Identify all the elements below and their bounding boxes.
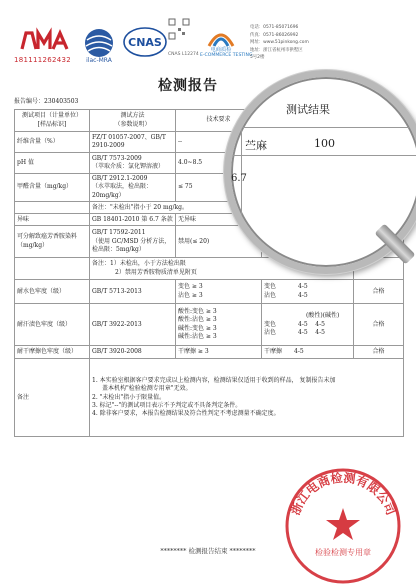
result-cell [262, 280, 354, 304]
cnas-code: CNAS L12274 [168, 52, 199, 57]
method-cell: GB/T 3922-2013 [90, 304, 176, 346]
method-param: （萃取介质：氯化钾溶液） [92, 163, 165, 170]
contact-line: 5号2楼 [250, 55, 265, 61]
item-cell: 异味 [15, 214, 90, 226]
note-cell: 备注："未检出"指小于 20 mg/kg。 [90, 202, 354, 214]
report-number: 报告编号：230403503 [14, 98, 79, 105]
result-label: 变色 [264, 320, 277, 328]
result-value: 4-5 [298, 291, 308, 299]
item-cell: 耐水色牢度（级） [15, 280, 90, 304]
magnified-fiber-name: 苎麻 [245, 139, 267, 152]
table-row [15, 280, 404, 304]
ext-sublabel: E-COMMERCE TESTING [200, 53, 253, 58]
judge-cell: 合格 [354, 280, 404, 304]
report-end-line: ******** 检测报告结束 ******** [160, 547, 256, 555]
contact-info [250, 24, 309, 62]
seal-inner-text: 检验检测专用章 [315, 548, 371, 557]
judge-cell: 合格 [354, 304, 404, 346]
contact-line: 网址：www.51pinkong.com [250, 40, 309, 46]
result-line [264, 283, 351, 291]
result-cell [262, 304, 354, 346]
result-value: 4-5 [298, 283, 308, 291]
notes-label: 备注 [15, 359, 90, 437]
req-line: 碱性:沾色 ≥ 3 [178, 333, 217, 341]
note-line: 3. 标记"--"的测试项目表示不予判定或不具备判定条件。 [92, 401, 242, 409]
req-line: 碱性:变色 ≥ 3 [178, 324, 217, 332]
header-item-sub: [样品标识] [37, 120, 67, 128]
ilac-mra-logo [80, 26, 118, 64]
method-cell: FZ/T 01057-2007、GB/T 2910-2009 [90, 132, 176, 153]
method-cell [90, 153, 176, 174]
result-label: 沾色 [264, 291, 277, 299]
contact-line: 地址：浙江省杭州市拱墅区 [250, 47, 303, 53]
result-line [264, 321, 351, 329]
cnas-label: CNAS [128, 36, 162, 49]
contact-line: 电话：0571-85071696 [250, 25, 299, 30]
notes-row [15, 359, 404, 437]
cma-logo [18, 27, 70, 55]
header-req-label: 技术要求 [206, 116, 231, 124]
result-value: 4-5 [294, 348, 304, 356]
note-spacer [15, 258, 90, 280]
header-item-label: 测试项目（计量单位） [21, 112, 82, 120]
result-value: 4-5 4-5 [298, 320, 325, 328]
note-line: 盖本机构"检验检测专用章"无效。 [102, 385, 192, 393]
method-cell [90, 226, 176, 258]
item-cell: 耐干摩擦色牢度（级） [15, 346, 90, 359]
result-label: 变色 [264, 283, 277, 291]
magnified-fiber-value: 100 [314, 137, 335, 150]
note-line: 备注：1）未检出，小于方法检出限 [92, 260, 186, 268]
result-cell [262, 346, 354, 359]
notes-cell [90, 359, 404, 437]
result-label: 沾色 [264, 328, 277, 336]
result-head: (酸性)(碱性) [306, 312, 340, 320]
note-line: 2. "未检出"指小于限量值。 [92, 393, 166, 401]
item-cell: pH 值 [15, 153, 90, 174]
lens-divider [231, 127, 416, 128]
official-seal-stamp [275, 456, 411, 586]
ecommerce-testing-logo [205, 26, 237, 52]
method-param: （使用 GC/MSD 分析方法，检出限：5mg/kg） [92, 237, 171, 253]
header-method [90, 110, 176, 132]
result-line [264, 329, 351, 337]
ilac-label: ilac-MRA [86, 57, 112, 64]
result-line [264, 292, 351, 300]
req-line: 酸性:沾色 ≥ 3 [178, 316, 217, 324]
item-cell: 纤维含量（%） [15, 132, 90, 153]
req-cell [176, 304, 262, 346]
table-row [15, 304, 404, 346]
magnified-header [286, 101, 330, 117]
note-line: 2）禁用芳香胺物质清单见附页 [115, 268, 197, 276]
req-cell: ≤ 75 [176, 174, 262, 202]
method-std: GB/T 7573-2009 [92, 154, 142, 162]
seal-outer-text: 浙江电商检测有限公司 [288, 470, 398, 518]
ext-label: 电商质检 [210, 47, 232, 52]
cma-number: 181111262432 [14, 56, 72, 64]
note-spacer [15, 202, 90, 214]
req-cell: 禁用(≤ 20) [176, 226, 262, 258]
lens-divider [241, 77, 242, 267]
method-std: GB/T 17592-2011 [92, 229, 146, 237]
header-method-label: 测试方法 [120, 112, 145, 120]
header-item [15, 110, 90, 132]
method-cell: GB 18401-2010 第 6.7 条款 [90, 214, 176, 226]
note-line: 1. 本实验室根据客户要求完成以上检测内容，检测结果仅适用于收到的样品， 复制报告未加 [92, 376, 336, 384]
magnified-ph-value: 6.7 [231, 173, 247, 184]
table-row [15, 346, 404, 359]
note-line: 4. 除非客户要求，本报告检测结果及符合性判定不考虑测量不确定度。 [92, 410, 280, 418]
report-title: 检测报告 [158, 78, 218, 94]
item-cell: 甲醛含量（mg/kg） [15, 174, 90, 202]
req-line: 变色 ≥ 3 [178, 283, 203, 291]
method-param: （水萃取法，检出限：20mg/kg） [92, 183, 153, 199]
req-line: 酸性:变色 ≥ 3 [178, 307, 217, 315]
lens-divider [231, 155, 416, 156]
method-cell [90, 174, 176, 202]
header-method-sub: （参数说明） [114, 120, 151, 128]
method-cell: GB/T 5713-2013 [90, 280, 176, 304]
qr-code-icon [168, 18, 190, 40]
item-cell: 可分解致癌芳香胺染料（mg/kg） [15, 226, 90, 258]
cnas-logo [122, 24, 168, 62]
item-cell: 耐汗渍色牢度（级） [15, 304, 90, 346]
req-line: 沾色 ≥ 3 [178, 291, 203, 299]
magnified-header-text: 测试结果 [286, 103, 330, 116]
req-cell: 无异味 [176, 214, 262, 226]
contact-line: 传真：0571-86026992 [250, 32, 299, 38]
req-cell [176, 280, 262, 304]
req-cell: 4.0~8.5 [176, 153, 262, 174]
result-value: 4-5 4-5 [298, 328, 325, 336]
method-std: GB/T 2912.1-2009 [92, 175, 148, 182]
method-cell: GB/T 3920-2008 [90, 346, 176, 359]
req-cell: 干摩擦 ≥ 3 [176, 346, 262, 359]
req-cell: -- [176, 132, 262, 153]
result-label: 干摩擦 [264, 348, 283, 356]
judge-cell: 合格 [354, 346, 404, 359]
